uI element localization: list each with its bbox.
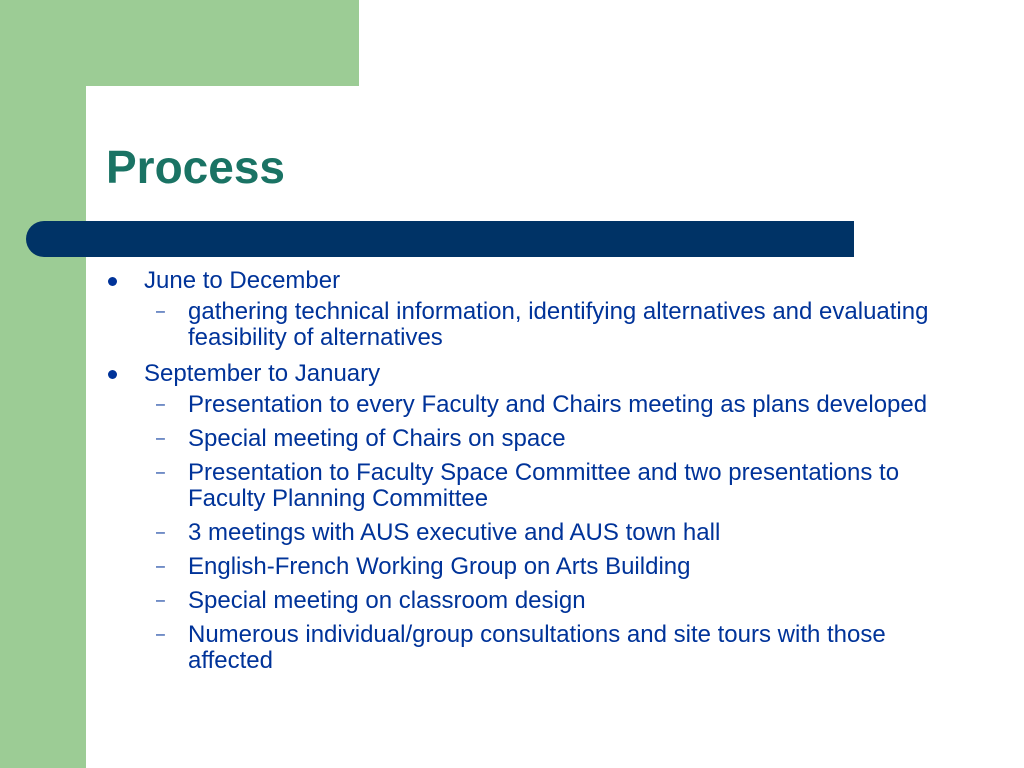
dash-icon: –	[156, 592, 165, 609]
sub-bullet-item	[144, 392, 966, 418]
sub-bullet-text: gathering technical information, identifying alternatives and evaluating feasibility of alternatives	[188, 298, 929, 351]
sub-bullet-text: English-French Working Group on Arts Building	[188, 553, 691, 580]
sub-bullet-item	[144, 299, 966, 351]
sub-bullet-item	[144, 588, 966, 614]
bullet-dot-icon	[108, 370, 117, 379]
bullet-list	[106, 266, 966, 674]
dash-icon: –	[156, 558, 165, 575]
green-side-bar	[0, 0, 86, 768]
slide-title: Process	[106, 141, 286, 193]
sub-bullet-item	[144, 426, 966, 452]
sub-bullet-text: Special meeting on classroom design	[188, 587, 586, 614]
bullet-item	[106, 266, 966, 351]
sub-bullet-text: Presentation to Faculty Space Committee and two presentations to Faculty Planning Committee	[188, 459, 900, 512]
sub-bullet-list	[144, 392, 966, 674]
bullet-heading: June to December	[144, 267, 341, 294]
dash-icon: –	[156, 396, 165, 413]
bullet-heading: September to January	[144, 360, 381, 387]
bullet-item	[106, 359, 966, 674]
corner-curve	[86, 86, 136, 136]
dash-icon: –	[156, 303, 165, 320]
dash-icon: –	[156, 524, 165, 541]
dash-icon: –	[156, 464, 165, 481]
sub-bullet-item	[144, 554, 966, 580]
sub-bullet-item	[144, 520, 966, 546]
bullet-dot-icon	[108, 277, 117, 286]
sub-bullet-text: 3 meetings with AUS executive and AUS town hall	[188, 519, 721, 546]
dash-icon: –	[156, 626, 165, 643]
sub-bullet-item	[144, 460, 966, 512]
sub-bullet-text: Special meeting of Chairs on space	[188, 425, 566, 452]
green-top-bar	[0, 0, 359, 86]
title-rule	[26, 221, 854, 257]
sub-bullet-list	[144, 299, 966, 351]
slide-content	[106, 266, 966, 682]
sub-bullet-text: Numerous individual/group consultations and site tours with those affected	[188, 621, 886, 674]
sub-bullet-item	[144, 622, 966, 674]
sub-bullet-text: Presentation to every Faculty and Chairs meeting as plans developed	[188, 391, 928, 418]
dash-icon: –	[156, 430, 165, 447]
